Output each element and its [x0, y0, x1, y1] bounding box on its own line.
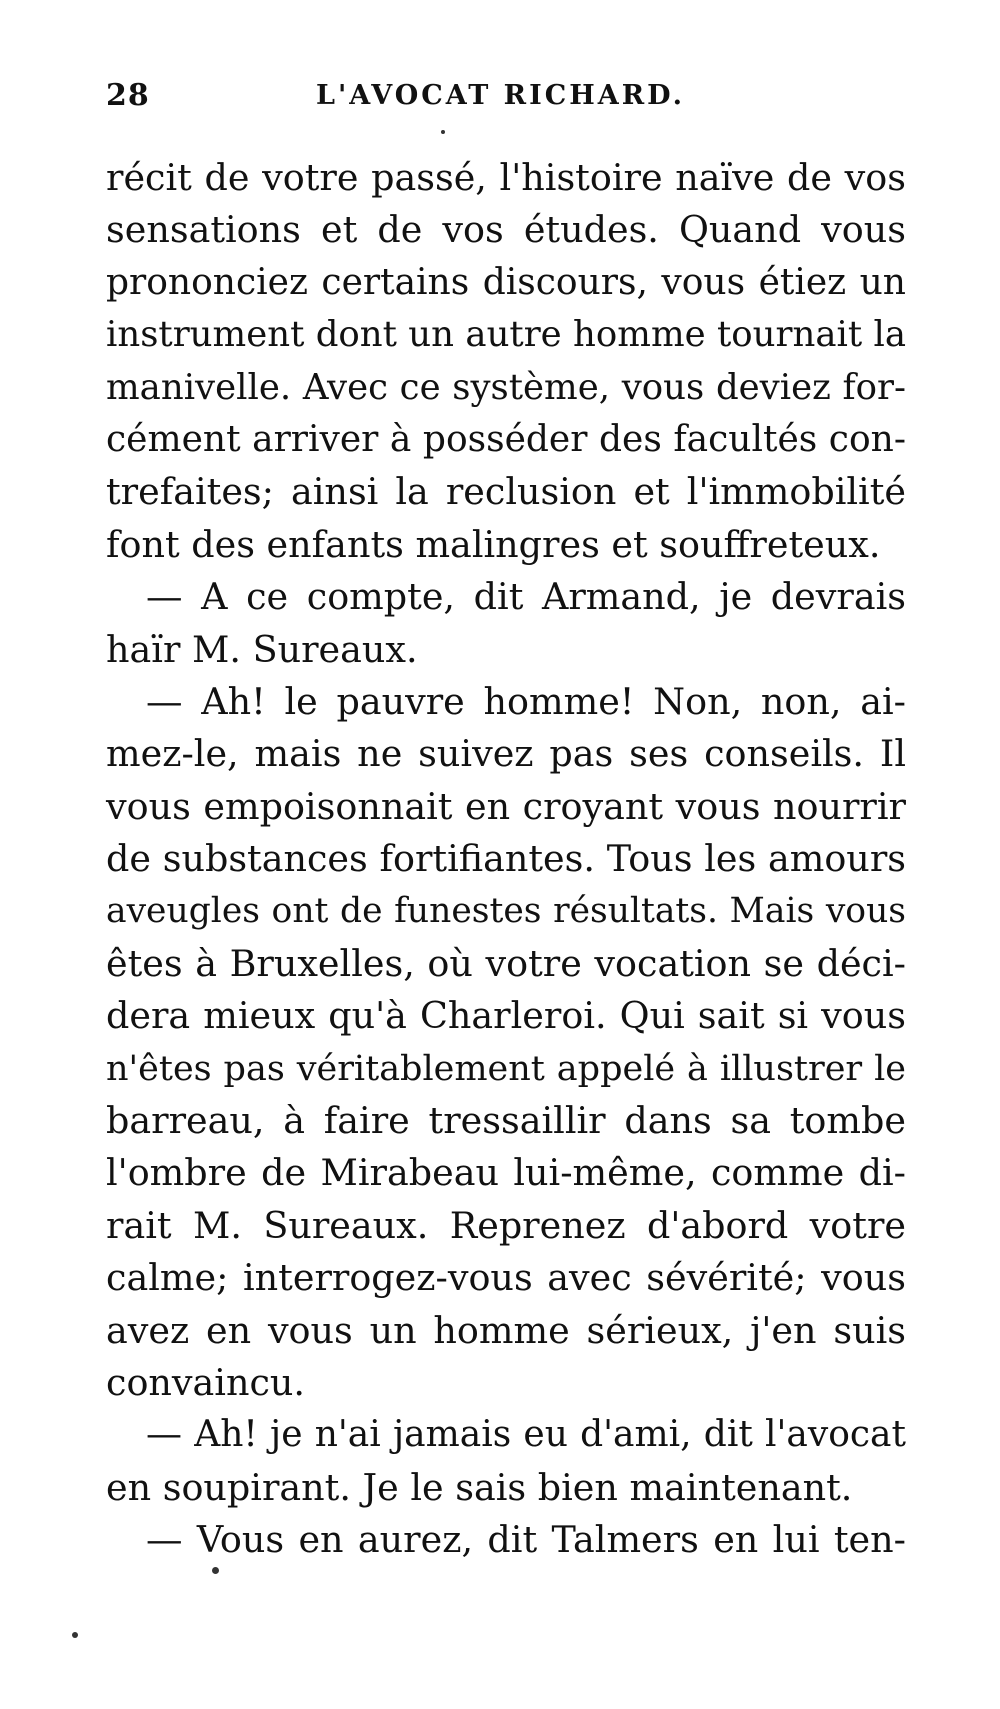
text-line: êtes à Bruxelles, où votre vocation se déci- [106, 941, 906, 985]
page-number: 28 [106, 78, 150, 113]
scan-speck [212, 1567, 219, 1574]
text-line: — A ce compte, dit Armand, je devrais [146, 575, 906, 619]
text-line: haïr M. Sureaux. [106, 627, 418, 671]
running-head [106, 78, 906, 118]
text-line: n'êtes pas véritablement appelé à illustrer le [106, 1048, 906, 1089]
body-text [106, 152, 906, 1567]
text-line: trefaites; ainsi la reclusion et l'immobilité [106, 470, 906, 514]
text-line: instrument dont un autre homme tournait la [106, 314, 906, 356]
text-line: récit de votre passé, l'histoire naïve de vos [106, 156, 906, 199]
text-line: mez-le, mais ne suivez pas ses conseils. Il [106, 732, 906, 776]
text-line: vous empoisonnait en croyant vous nourrir [106, 784, 906, 828]
text-line: font des enfants malingres et souffreteux. [106, 522, 881, 566]
scan-speck [441, 130, 445, 134]
text-line: barreau, à faire tressaillir dans sa tombe [106, 1099, 906, 1143]
text-line: aveugles ont de funestes résultats. Mais vous [106, 891, 906, 932]
text-line: — Vous en aurez, dit Talmers en lui ten- [146, 1518, 906, 1562]
text-line: — Ah! le pauvre homme! Non, non, ai- [146, 679, 906, 723]
text-line: — Ah! je n'ai jamais eu d'ami, dit l'avocat [146, 1414, 906, 1456]
text-line: avez en vous un homme sérieux, j'en suis [106, 1308, 906, 1352]
text-line: dera mieux qu'à Charleroi. Qui sait si vous [106, 994, 906, 1038]
text-line: en soupirant. Je le sais bien maintenant. [106, 1465, 853, 1509]
running-title: L'AVOCAT RICHARD. [316, 80, 685, 111]
text-line: convaincu. [106, 1360, 306, 1404]
text-line: rait M. Sureaux. Reprenez d'abord votre [106, 1203, 906, 1247]
text-line: cément arriver à posséder des facultés con- [106, 418, 906, 460]
text-line: manivelle. Avec ce système, vous deviez for- [106, 366, 906, 408]
text-line: sensations et de vos études. Quand vous [106, 208, 906, 252]
text-line: de substances fortifiantes. Tous les amours [106, 837, 906, 881]
text-line: prononciez certains discours, vous étiez un [106, 261, 906, 303]
text-line: l'ombre de Mirabeau lui-même, comme di- [106, 1151, 906, 1195]
scan-speck [72, 1632, 78, 1638]
text-line: calme; interrogez-vous avec sévérité; vous [106, 1256, 906, 1300]
